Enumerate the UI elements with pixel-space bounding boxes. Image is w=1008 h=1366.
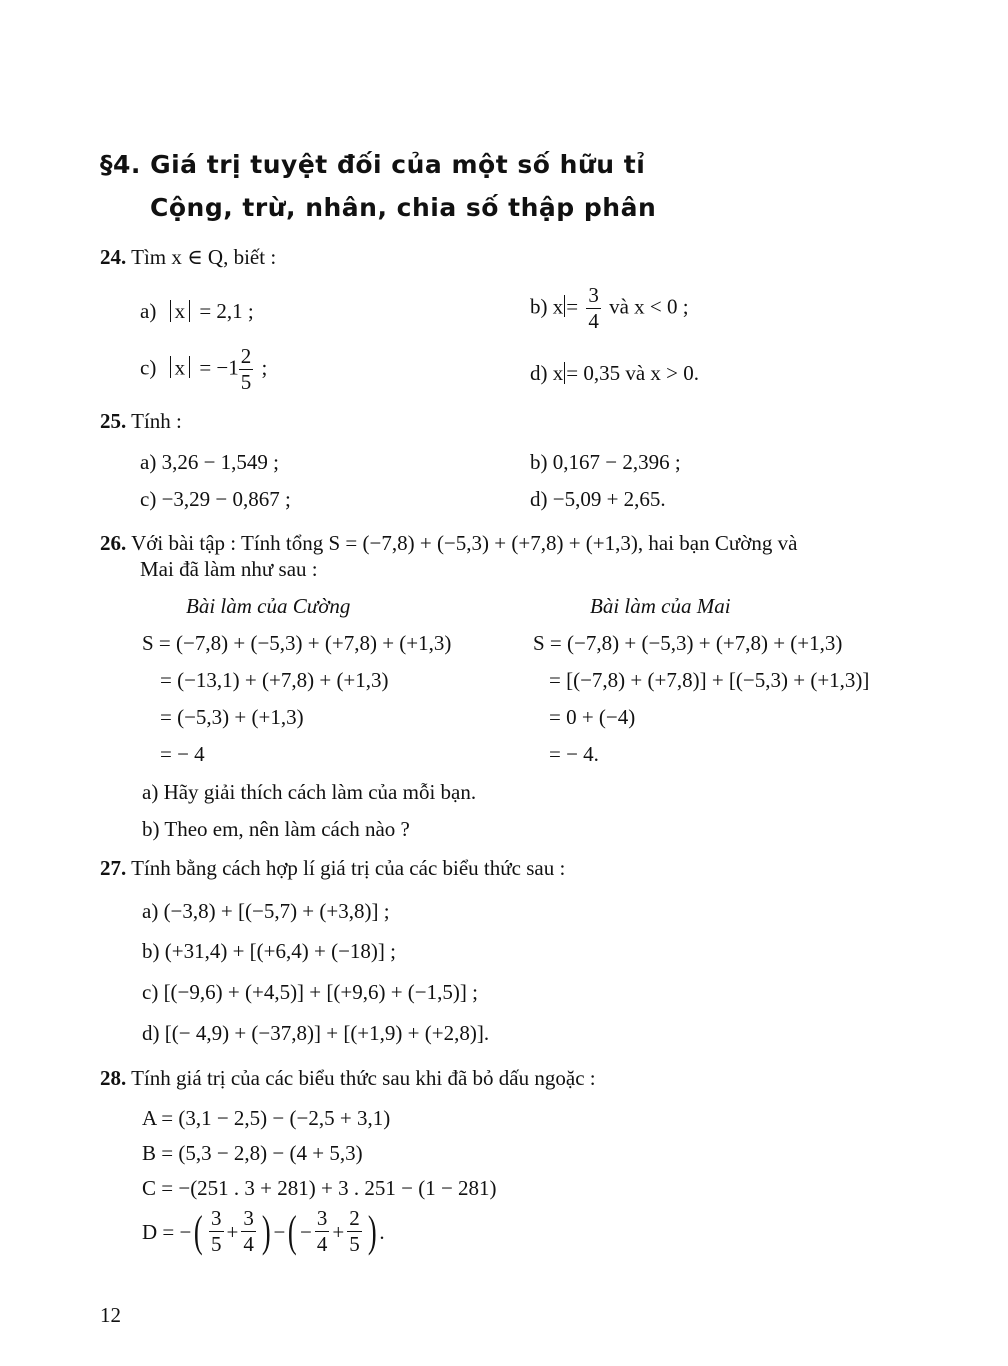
ex25-item-c: c) −3,29 − 0,867 ;: [140, 487, 291, 511]
ex26-question-a: a) Hãy giải thích cách làm của mỗi bạn.: [142, 780, 477, 804]
ex27-item: c) [(−9,6) + (+4,5)] + [(+9,6) + (−1,5)] ;: [142, 980, 478, 1004]
fraction: $\frac{2}{5}$: [349, 1206, 360, 1256]
ex28-expression-b: B = (5,3 − 2,8) − (4 + 5,3): [142, 1141, 363, 1165]
exercise-text: Tìm x ∈ Q, biết :: [131, 245, 277, 269]
operator: −: [300, 1219, 312, 1244]
ex28-expression-d: [142, 1208, 385, 1255]
left-paren-icon: (: [288, 1206, 298, 1256]
item-label: c): [140, 355, 157, 380]
cuong-step: = (−5,3) + (+1,3): [160, 705, 304, 729]
abs-bar-icon: [189, 300, 190, 322]
operator: +: [332, 1219, 345, 1244]
item-text: ;: [261, 355, 268, 380]
mai-step: = − 4.: [549, 742, 599, 766]
exercise-number: 28.: [100, 1066, 127, 1090]
exercise-26-stem: [100, 530, 797, 556]
exercise-text: Với bài tập : Tính tổng S = (−7,8) + (−5,3) + (+7,8) + (+1,3), hai bạn Cường và: [131, 531, 798, 555]
exercise-28-stem: [100, 1065, 596, 1091]
operator: −: [273, 1219, 286, 1244]
left-paren-icon: (: [194, 1206, 204, 1256]
mai-step: = [(−7,8) + (+7,8)] + [(−5,3) + (+1,3)]: [549, 668, 870, 692]
exercise-number: 27.: [100, 856, 127, 880]
equals: = −1: [199, 355, 239, 380]
fraction: $\frac{3}{4}$: [316, 1206, 328, 1256]
operator: +: [226, 1219, 239, 1244]
variable: x: [174, 355, 186, 380]
mai-step: S = (−7,8) + (−5,3) + (+7,8) + (+1,3): [533, 631, 843, 655]
abs-bar-icon: [170, 356, 171, 378]
exercise-number: 24.: [100, 245, 127, 269]
item-label: a): [140, 299, 157, 323]
exercise-text: Tính giá trị của các biểu thức sau khi đã bỏ dấu ngoặc :: [131, 1066, 596, 1090]
abs-bar-icon: [189, 356, 190, 378]
page-number: 12: [100, 1303, 121, 1327]
fraction: $\frac{2}{5}$: [240, 344, 252, 394]
ex26-question-b: b) Theo em, nên làm cách nào ?: [142, 817, 410, 841]
ex28-expression-a: A = (3,1 − 2,5) − (−2,5 + 3,1): [142, 1106, 391, 1130]
ex25-item-b: b) 0,167 − 2,396 ;: [530, 450, 681, 474]
exercise-text: Tính :: [131, 409, 182, 433]
period: .: [379, 1219, 385, 1244]
item-text: = 2,1 ;: [199, 299, 254, 323]
right-paren-icon: ): [367, 1206, 377, 1256]
exercise-25-stem: [100, 408, 182, 434]
variable: x: [552, 361, 564, 385]
ex24-item-c: [140, 346, 267, 393]
ex25-item-a: a) 3,26 − 1,549 ;: [140, 450, 279, 474]
cuong-step: = − 4: [160, 742, 205, 766]
ex27-item: b) (+31,4) + [(+6,4) + (−18)] ;: [142, 939, 396, 963]
fraction: $\frac{3}{4}$: [243, 1206, 254, 1256]
expression-lhs: D = −: [142, 1219, 192, 1244]
right-paren-icon: ): [261, 1206, 271, 1256]
cuong-step: = (−13,1) + (+7,8) + (+1,3): [160, 668, 389, 692]
exercise-24-stem: [100, 244, 276, 270]
section-title-line2: Cộng, trừ, nhân, chia số thập phân: [150, 193, 657, 222]
exercise-number: 26.: [100, 531, 127, 555]
mai-heading: Bài làm của Mai: [590, 594, 731, 618]
exercise-26-stem-line2: Mai đã làm như sau :: [140, 557, 318, 581]
equals: =: [566, 294, 579, 319]
ex28-expression-c: C = −(251 . 3 + 281) + 3 . 251 − (1 − 281): [142, 1176, 497, 1200]
mai-step: = 0 + (−4): [549, 705, 636, 729]
ex27-item: a) (−3,8) + [(−5,7) + (+3,8)] ;: [142, 899, 390, 923]
cuong-heading: Bài làm của Cường: [186, 594, 351, 618]
item-text: = 0,35 và x > 0.: [566, 361, 700, 385]
exercise-27-stem: [100, 855, 565, 881]
abs-bar-icon: [170, 300, 171, 322]
variable: x: [174, 299, 186, 323]
item-label: b): [530, 294, 548, 319]
item-label: d): [530, 361, 548, 385]
item-text: và x < 0 ;: [609, 294, 689, 319]
fraction: $\frac{3}{5}$: [211, 1206, 222, 1256]
fraction: $\frac{3}{4}$: [588, 283, 599, 333]
section-title-line1: §4. Giá trị tuyệt đối của một số hữu tỉ: [100, 150, 646, 179]
ex24-item-b: [530, 285, 689, 332]
cuong-step: S = (−7,8) + (−5,3) + (+7,8) + (+1,3): [142, 631, 452, 655]
ex24-item-d: [530, 360, 699, 386]
ex27-item: d) [(− 4,9) + (−37,8)] + [(+1,9) + (+2,8)].: [142, 1021, 490, 1045]
exercise-text: Tính bằng cách hợp lí giá trị của các biểu thức sau :: [131, 856, 566, 880]
ex25-item-d: d) −5,09 + 2,65.: [530, 487, 666, 511]
exercise-number: 25.: [100, 409, 127, 433]
variable: x: [552, 294, 564, 319]
ex24-item-a: [140, 298, 254, 324]
